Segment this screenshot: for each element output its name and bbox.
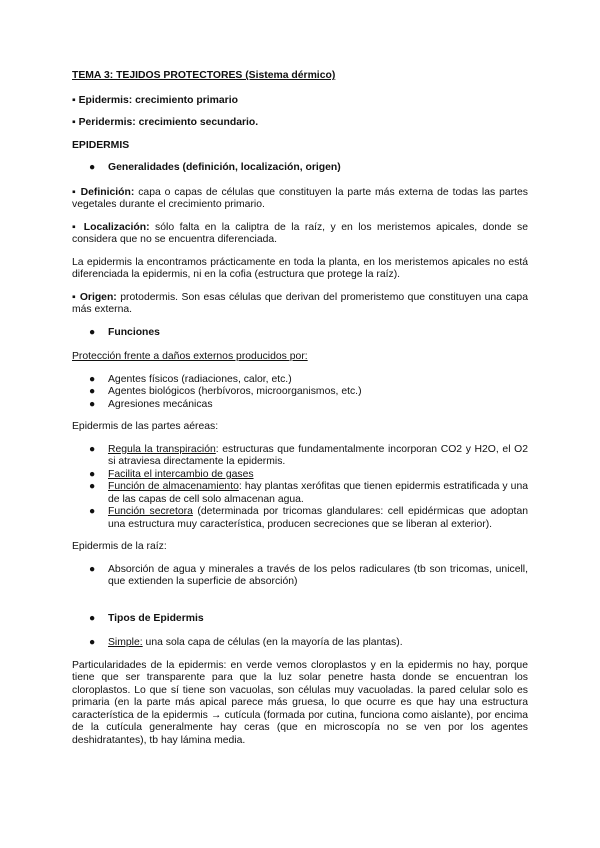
raiz-heading: Epidermis de la raíz: [72, 541, 167, 552]
bullet-icon: ● [89, 386, 96, 397]
bullet-icon: ● [89, 326, 96, 338]
aereas-list [72, 444, 528, 532]
list-item-label: Regula la transpiración [108, 443, 216, 455]
list-item [72, 399, 528, 412]
definicion-paragraph [72, 187, 528, 212]
origen-paragraph [72, 292, 528, 317]
localizacion-paragraph [72, 222, 528, 247]
list-item [72, 469, 528, 482]
spacer [72, 599, 528, 613]
bullet-icon: ● [89, 162, 96, 173]
list-item-text: (determinada por tricomas glandulares: cell epidérmicas que adoptan una estructura muy característica, producen secreciones que se liberan al exterior). [108, 506, 528, 530]
list-item-label: Función de almacenamiento [108, 481, 239, 492]
localizacion-label: ▪ Localización: [72, 221, 150, 233]
bullet-icon: ● [89, 373, 96, 385]
proteccion-heading: Protección frente a daños externos producidos por: [72, 351, 308, 362]
origen-text: protodermis. Son esas células que derivan del promeristemo que constituyen una capa más externa. [72, 291, 528, 315]
list-item [72, 386, 528, 399]
bullet-icon: ● [89, 506, 96, 517]
definicion-label: ▪ Definición: [72, 186, 135, 198]
bullet-icon: ● [89, 468, 96, 480]
list-item-label: Función secretora [108, 506, 193, 517]
tipos-list [72, 637, 528, 650]
bullet-icon: ● [89, 481, 96, 492]
list-item-text: : estructuras que fundamentalmente incorporan CO2 y H2O, el O2 si atraviesa directamente la epidermis. [108, 443, 528, 467]
planta-paragraph: La epidermis la encontramos prácticamente en toda la planta, en los meristemos apicales no está diferenciada la epidermis, ni en la cofia (estructura que protege la raíz). [72, 256, 528, 280]
list-item-text: una sola capa de células (en la mayoría de las plantas). [142, 637, 403, 648]
list-item-text: : hay plantas xerófitas que tienen epidermis estratificada y una de las capas de cell solo almacenan agua. [108, 481, 528, 505]
list-item [72, 637, 528, 650]
generalidades-heading-text: Generalidades (definición, localización, origen) [108, 162, 341, 173]
bullet-icon: ● [89, 563, 96, 575]
list-item-label: Facilita el intercambio de gases [108, 468, 254, 480]
aereas-heading: Epidermis de las partes aéreas: [72, 421, 219, 432]
list-item-label: Simple: [108, 637, 143, 648]
origen-label: ▪ Origen: [72, 291, 117, 303]
page-title: TEMA 3: TEJIDOS PROTECTORES (Sistema dérmico) [72, 70, 336, 81]
funciones-heading [72, 327, 528, 340]
tipos-heading [72, 613, 528, 626]
tipos-heading-text: Tipos de Epidermis [108, 612, 204, 624]
section-heading: EPIDERMIS [72, 139, 130, 151]
bullet-icon: ● [89, 637, 96, 648]
list-item [72, 374, 528, 387]
raiz-list [72, 564, 528, 589]
intro-peridermis: ▪ Peridermis: crecimiento secundario. [72, 117, 259, 128]
definicion-text: capa o capas de células que constituyen la parte más externa de todas las partes vegetales durante el crecimiento primario. [72, 186, 528, 210]
list-item-text: Absorción de agua y minerales a través de los pelos radiculares (tb son tricomas, unicell, que extienden la superficie de absorción) [108, 563, 528, 587]
proteccion-list [72, 374, 528, 412]
list-item [72, 564, 528, 589]
intro-epidermis: ▪ Epidermis: crecimiento primario [72, 94, 238, 106]
generalidades-heading [72, 162, 528, 175]
list-item-text: Agentes físicos (radiaciones, calor, etc.) [108, 373, 292, 385]
list-item [72, 481, 528, 506]
list-item-text: Agresiones mecánicas [108, 398, 213, 410]
bullet-icon: ● [89, 443, 96, 455]
funciones-heading-text: Funciones [108, 326, 160, 338]
list-item-text: Agentes biológicos (herbívoros, microorganismos, etc.) [108, 386, 362, 397]
particularidades-paragraph: Particularidades de la epidermis: en verde vemos cloroplastos y en la epidermis no hay, porque tiene que ser transparente para que la luz solar penetre hasta donde se encuentran los cloroplastos. Lo que sí tiene son vacuolas, son células muy vacuoladas. la pared celular solo es primaria (en la parte más apical parece más gruesa, lo que ocurre es que hay una estructura característica de la epidermis → cutícula (formada por cutina, funciona como aislante), por encima de la cutícula generalmente hay ceras (que en microscopía no se ven por los agentes deshidratantes), tb hay lámina media. [72, 659, 528, 746]
bullet-icon: ● [89, 398, 96, 410]
bullet-icon: ● [89, 612, 96, 624]
document-page [72, 70, 528, 757]
list-item [72, 506, 528, 531]
list-item [72, 444, 528, 469]
localizacion-text: sólo falta en la caliptra de la raíz, y en los meristemos apicales, donde se considera que no se encuentra diferenciada. [72, 221, 529, 245]
